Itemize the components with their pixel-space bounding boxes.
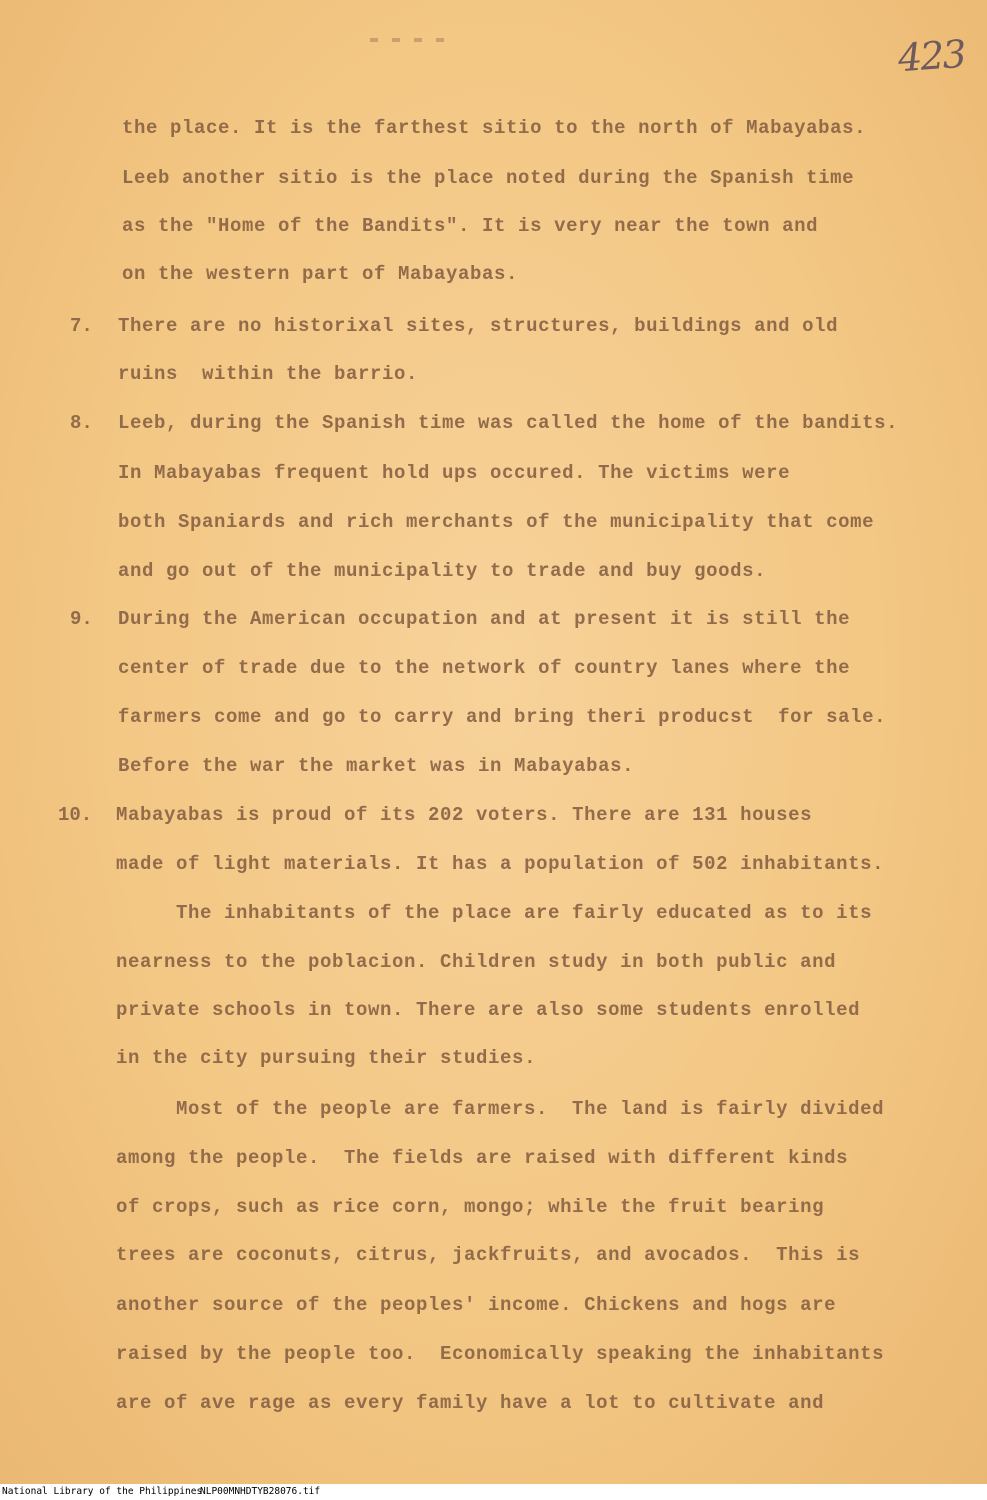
text-line: made of light materials. It has a population of 502 inhabitants. [116, 853, 885, 875]
scan-footer [0, 1484, 987, 1500]
text-line: Leeb another sitio is the place noted during the Spanish time [122, 167, 855, 189]
text-line: Mabayabas is proud of its 202 voters. There are 131 houses [116, 804, 813, 826]
text-line: among the people. The fields are raised with different kinds [116, 1147, 849, 1169]
item-number-9: 9. [70, 608, 93, 630]
text-line: raised by the people too. Economically speaking the inhabitants [116, 1343, 885, 1365]
text-line: The inhabitants of the place are fairly educated as to its [176, 902, 873, 924]
text-line: nearness to the poblacion. Children study in both public and [116, 951, 837, 973]
text-line: During the American occupation and at present it is still the [118, 608, 851, 630]
item-number-8: 8. [70, 412, 93, 434]
text-line: There are no historixal sites, structures, buildings and old [118, 315, 839, 337]
text-line: In Mabayabas frequent hold ups occured. The victims were [118, 462, 791, 484]
text-line: on the western part of Mabayabas. [122, 263, 519, 285]
text-line: and go out of the municipality to trade and buy goods. [118, 560, 767, 582]
text-line: of crops, such as rice corn, mongo; while the fruit bearing [116, 1196, 825, 1218]
text-line: Leeb, during the Spanish time was called the home of the bandits. [118, 412, 899, 434]
text-line: another source of the peoples' income. Chickens and hogs are [116, 1294, 837, 1316]
text-line: Most of the people are farmers. The land is fairly divided [176, 1098, 885, 1120]
ink-smudge [370, 38, 450, 42]
text-line: private schools in town. There are also some students enrolled [116, 999, 861, 1021]
text-line: the place. It is the farthest sitio to the north of Mabayabas. [122, 117, 867, 139]
text-line: both Spaniards and rich merchants of the municipality that come [118, 511, 875, 533]
text-line: trees are coconuts, citrus, jackfruits, and avocados. This is [116, 1244, 861, 1266]
footer-source: National Library of the Philippines [2, 1486, 203, 1497]
footer-filename: NLP00MNHDTYB28076.tif [200, 1486, 321, 1497]
item-number-10: 10. [58, 804, 93, 826]
text-line: farmers come and go to carry and bring theri producst for sale. [118, 706, 887, 728]
text-line: in the city pursuing their studies. [116, 1047, 537, 1069]
text-line: center of trade due to the network of country lanes where the [118, 657, 851, 679]
text-line: are of ave rage as every family have a lot to cultivate and [116, 1392, 825, 1414]
text-line: Before the war the market was in Mabayabas. [118, 755, 635, 777]
handwritten-page-number: 423 [896, 31, 966, 81]
text-line: ruins within the barrio. [118, 363, 419, 385]
text-line: as the "Home of the Bandits". It is very near the town and [122, 215, 819, 237]
item-number-7: 7. [70, 315, 93, 337]
